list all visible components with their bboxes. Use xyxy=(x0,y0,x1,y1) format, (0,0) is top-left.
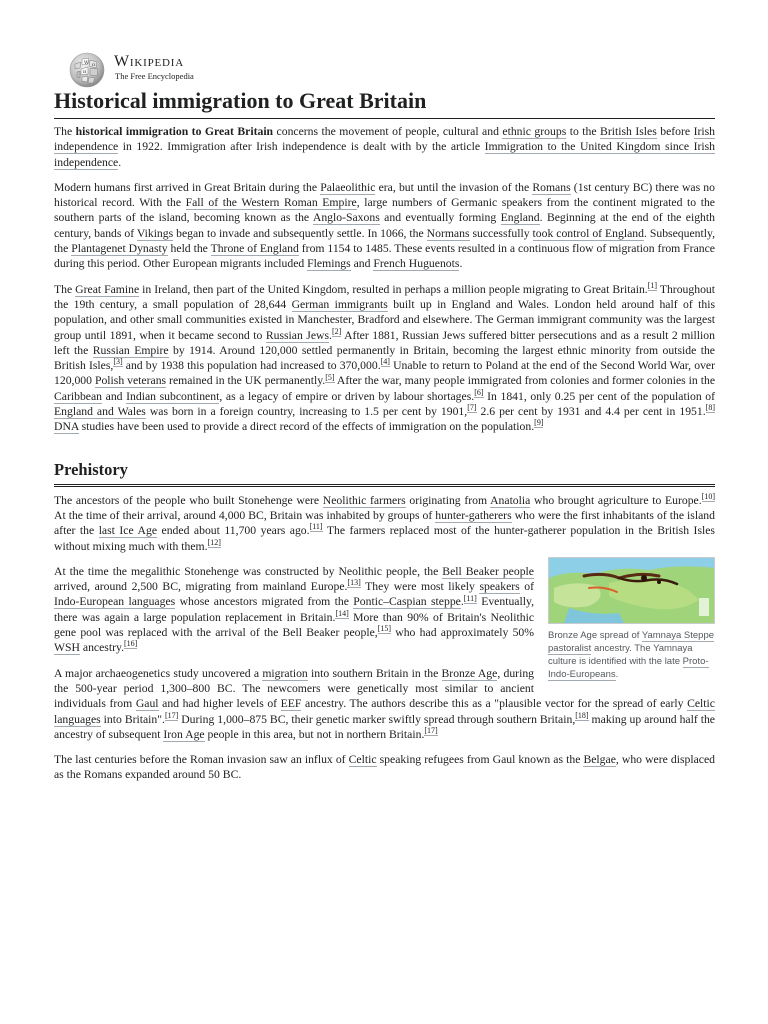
svg-text:Ω: Ω xyxy=(92,62,96,67)
link-hunter-gatherers[interactable]: hunter-gatherers xyxy=(435,508,512,522)
link-throne-of-england[interactable]: Throne of England xyxy=(210,242,299,256)
citation-link[interactable]: [5] xyxy=(325,372,335,382)
svg-text:W: W xyxy=(84,61,89,66)
link-bell-beaker-people[interactable]: Bell Beaker people xyxy=(442,564,534,578)
link-took-control-of-england[interactable]: took control of England xyxy=(532,226,644,240)
prehistory-paragraph-2: At the time the megalithic Stonehenge was constructed by Neolithic people, the Bell Beaker people arrived, around 2,500 BC, migrating from mainland Europe.[13] They were most likely speakers of Indo-European languages whose ancestors migrated from the Pontic–Caspian steppe.[11] Eventually, there was again a large population replacement in Britain.[14] More than 90% of Britain's Neolithic gene pool was replaced with the arrival of the Bell Beaker people,[15] who had approximately 50% WSH ancestry.[16] xyxy=(54,564,535,655)
link-german-immigrants[interactable]: German immigrants xyxy=(291,297,388,311)
link-irish-independence[interactable]: Irish independence xyxy=(54,125,715,154)
link-polish-veterans[interactable]: Polish veterans xyxy=(94,374,167,388)
link-normans[interactable]: Normans xyxy=(426,226,470,240)
link-belgae[interactable]: Belgae xyxy=(583,753,616,767)
link-wsh[interactable]: WSH xyxy=(54,641,80,655)
citation-link[interactable]: [17] xyxy=(164,710,179,720)
link-eef[interactable]: EEF xyxy=(280,697,302,711)
link-ethnic-groups[interactable]: ethnic groups xyxy=(502,125,567,138)
link-proto-indo-europeans[interactable]: Proto-Indo-Europeans xyxy=(548,655,709,680)
link-anglo-saxons[interactable]: Anglo-Saxons xyxy=(312,211,380,225)
figure-caption: Bronze Age spread of Yamnaya Steppe pastoralist ancestry. The Yamnaya culture is identified with the late Proto-Indo-Europeans. xyxy=(548,629,715,680)
link-dna[interactable]: DNA xyxy=(54,420,79,434)
link-caribbean[interactable]: Caribbean xyxy=(54,389,103,403)
wordmark: Wikipedia xyxy=(114,53,184,70)
citation-link[interactable]: [7] xyxy=(467,403,477,413)
prehistory-paragraph-3: A major archaeogenetics study uncovered a migration into southern Britain in the Bronze Age, during the 500-year period 1,300–800 BC. The newcomers were genetically most similar to ancient individuals from Gaul and had higher levels of EEF ancestry. The authors describe this as a "plausible vector for the spread of early Celtic languages into Britain".[17] During 1,000–875 BC, their genetic marker swiftly spread through southern Britain,[18] making up around half the ancestry of subsequent Iron Age people in this area, but not in northern Britain.[17] xyxy=(54,666,715,741)
citation-link[interactable]: [3] xyxy=(113,357,123,367)
bold-term: historical immigration to Great Britain xyxy=(75,125,274,138)
link-romans[interactable]: Romans xyxy=(532,180,571,194)
link-celtic[interactable]: Celtic xyxy=(348,753,377,767)
page-title: Historical immigration to Great Britain xyxy=(54,87,715,119)
citation-link[interactable]: [10] xyxy=(701,491,715,501)
link-bronze-age[interactable]: Bronze Age xyxy=(441,666,498,680)
link-england[interactable]: England xyxy=(500,211,540,225)
link-palaeolithic[interactable]: Palaeolithic xyxy=(320,180,376,194)
link-england-and-wales[interactable]: England and Wales xyxy=(54,405,146,419)
citation-link[interactable]: [15] xyxy=(377,624,392,634)
prehistory-paragraph-1: The ancestors of the people who built Stonehenge were Neolithic farmers originating from Anatolia who brought agriculture to Europe.[10] At the time of their arrival, around 4,000 BC, Britain was inhabited by groups of hunter-gatherers who were the first inhabitants of the island after the last Ice Age ended about 11,700 years ago.[11] The farmers replaced most of the hunter-gatherer population in the British Isles without mixing much with them.[12] xyxy=(54,491,715,553)
link-british-isles[interactable]: British Isles xyxy=(600,125,657,138)
link-pontic-caspian-steppe[interactable]: Pontic–Caspian steppe xyxy=(353,595,461,609)
link-iron-age[interactable]: Iron Age xyxy=(163,727,205,741)
link-fall-western-roman-empire[interactable]: Fall of the Western Roman Empire xyxy=(185,196,357,210)
section-heading-prehistory: Prehistory xyxy=(54,459,715,487)
link-flemings[interactable]: Flemings xyxy=(307,257,351,271)
article-page xyxy=(54,50,715,783)
tagline: The Free Encyclopedia xyxy=(115,71,194,81)
citation-link[interactable]: [9] xyxy=(534,418,544,428)
citation-link[interactable]: [11] xyxy=(309,522,323,532)
link-indian-subcontinent[interactable]: Indian subcontinent xyxy=(126,389,220,403)
citation-link[interactable]: [6] xyxy=(474,387,484,397)
link-celtic-languages[interactable]: Celtic languages xyxy=(54,697,715,726)
link-last-ice-age[interactable]: last Ice Age xyxy=(98,524,158,538)
citation-link[interactable]: [1] xyxy=(647,280,658,290)
link-french-huguenots[interactable]: French Huguenots xyxy=(373,257,460,271)
link-vikings[interactable]: Vikings xyxy=(136,226,174,240)
link-great-famine[interactable]: Great Famine xyxy=(75,282,140,296)
svg-text:И: И xyxy=(83,69,87,74)
wikipedia-globe-icon xyxy=(69,52,105,88)
link-plantagenet-dynasty[interactable]: Plantagenet Dynasty xyxy=(71,242,168,256)
figure-yamnaya-map xyxy=(548,557,715,681)
prehistory-paragraph-4: The last centuries before the Roman invasion saw an influx of Celtic speaking refugees from Gaul known as the Belgae, who were displaced as the Romans expanded around 50 BC. xyxy=(54,753,715,782)
link-anatolia[interactable]: Anatolia xyxy=(490,493,531,507)
citation-link[interactable]: [11] xyxy=(463,593,477,603)
wikipedia-logo[interactable] xyxy=(54,50,715,86)
citation-link[interactable]: [17] xyxy=(424,725,438,735)
citation-link[interactable]: [14] xyxy=(335,608,349,618)
link-migration[interactable]: migration xyxy=(262,666,308,680)
yamnaya-spread-map-image[interactable] xyxy=(548,557,715,624)
link-speakers[interactable]: speakers xyxy=(479,580,520,594)
citation-link[interactable]: [16] xyxy=(124,639,138,649)
citation-link[interactable]: [18] xyxy=(575,710,589,720)
link-gaul[interactable]: Gaul xyxy=(135,697,159,711)
citation-link[interactable]: [4] xyxy=(380,357,390,367)
citation-link[interactable]: [2] xyxy=(331,326,342,336)
citation-link[interactable]: [8] xyxy=(705,403,715,413)
link-russian-empire[interactable]: Russian Empire xyxy=(92,343,169,357)
citation-link[interactable]: [12] xyxy=(207,537,221,547)
link-russian-jews[interactable]: Russian Jews xyxy=(265,328,330,342)
link-neolithic-farmers[interactable]: Neolithic farmers xyxy=(322,493,406,507)
intro-paragraph-3: The Great Famine in Ireland, then part of the United Kingdom, resulted in perhaps a million people migrating to Great Britain.[1] Throughout the 19th century, a small population of 28,644 German immigrants built up in England and Wales. London held around half of this population, and other small communities existed in Manchester, Bradford and elsewhere. The German immigrant community was the largest group until 1891, when it became second to Russian Jews.[2] After 1881, Russian Jews suffered bitter persecutions and as a result 2 million left the Russian Empire by 1914. Around 120,000 settled permanently in Britain, becoming the largest ethnic minority from outside the British Isles,[3] and by 1938 this population had increased to 370,000.[4] Unable to return to Poland at the end of the Second World War, over 120,000 Polish veterans remained in the UK permanently.[5] After the war, many people immigrated from colonies and former colonies in the Caribbean and Indian subcontinent, as a legacy of empire or driven by labour shortages.[6] In 1841, only 0.25 per cent of the population of England and Wales was born in a foreign country, increasing to 1.5 per cent by 1901,[7] 2.6 per cent by 1931 and 4.4 per cent in 1951.[8] DNA studies have been used to provide a direct record of the effects of immigration on the population.[9] xyxy=(54,280,716,434)
intro-paragraph-1: The historical immigration to Great Britain concerns the movement of people, cultural and ethnic groups to the British Isles before Irish independence in 1922. Immigration after Irish independence is dealt with by the article Immigration to the United Kingdom since Irish independence. xyxy=(54,125,715,169)
citation-link[interactable]: [13] xyxy=(347,578,361,588)
link-immigration-uk[interactable]: Immigration to the United Kingdom since Irish independence xyxy=(54,140,715,169)
link-yamnaya-steppe-pastoralist[interactable]: Yamnaya Steppe pastoralist xyxy=(548,629,715,654)
link-indo-european-languages[interactable]: Indo-European languages xyxy=(54,595,176,609)
intro-paragraph-2: Modern humans first arrived in Great Britain during the Palaeolithic era, but until the invasion of the Romans (1st century BC) there was no historical record. With the Fall of the Western Roman Empire, large numbers of Germanic speakers from the continent migrated to the southern parts of the island, becoming known as the Anglo-Saxons and eventually forming England. Beginning at the end of the eighth century, bands of Vikings began to invade and subsequently settle. In 1066, the Normans successfully took control of England. Subsequently, the Plantagenet Dynasty held the Throne of England from 1154 to 1485. These events resulted in a continuous flow of migration from France during this period. Other European migrants included Flemings and French Huguenots. xyxy=(54,180,716,271)
